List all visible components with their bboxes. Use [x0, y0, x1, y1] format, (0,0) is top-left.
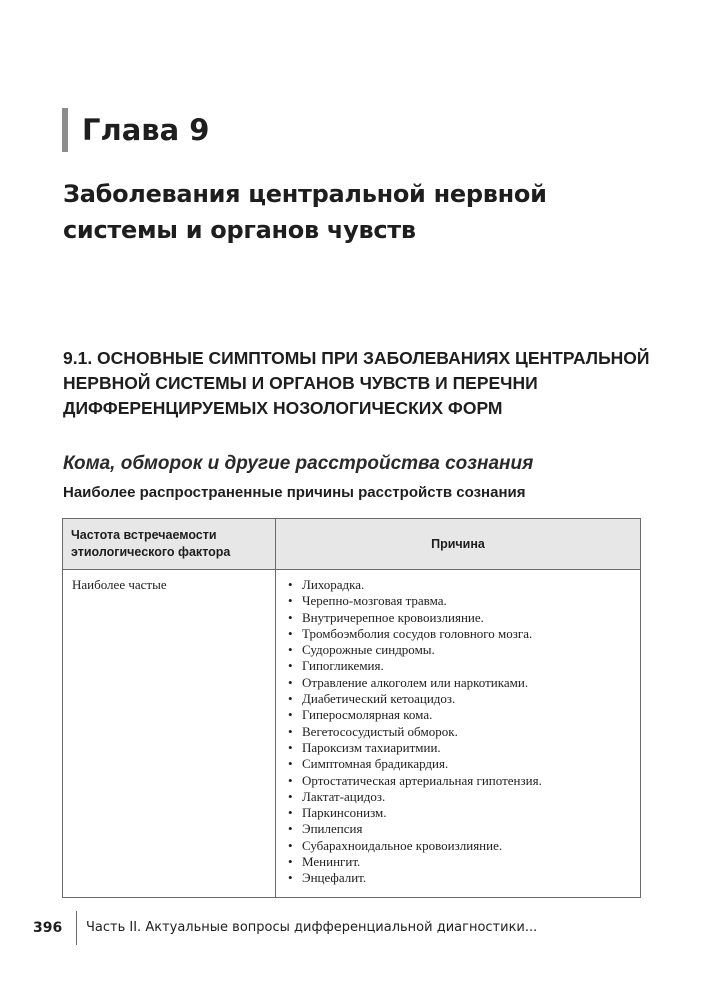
section-title: 9.1. ОСНОВНЫЕ СИМПТОМЫ ПРИ ЗАБОЛЕВАНИЯХ ЦЕНТРАЛЬНОЙ НЕРВНОЙ СИСТЕМЫ И ОРГАНОВ ЧУВСТВ И ПЕРЕЧНИ ДИФФЕРЕНЦИРУЕМЫХ НОЗОЛОГИЧЕСКИХ ФОРМ: [63, 348, 650, 418]
cause-list: [288, 577, 640, 887]
cause-list-item: • Субарахноидальное кровоизлияние.: [288, 838, 640, 854]
cause-cell: [276, 570, 641, 898]
table-header-row: [63, 519, 641, 570]
footer-divider: [76, 911, 77, 945]
cause-list-item: • Диабетический кетоацидоз.: [288, 691, 640, 707]
column-header-frequency-label: Частота встречаемости этиологического фактора: [71, 528, 231, 559]
cause-list-item: • Судорожные синдромы.: [288, 642, 640, 658]
cause-list-item: • Менингит.: [288, 854, 640, 870]
causes-table: [62, 518, 641, 898]
page-number: 396: [33, 920, 63, 936]
cause-list-item: • Энцефалит.: [288, 870, 640, 886]
cause-list-item: • Пароксизм тахиаритмии.: [288, 740, 640, 756]
table-row: [63, 570, 641, 898]
running-title: Часть II. Актуальные вопросы дифференциальной диагностики...: [86, 920, 538, 935]
cause-list-item: • Вегетососудистый обморок.: [288, 724, 640, 740]
frequency-cell: Наиболее частые: [63, 570, 276, 898]
cause-list-item: • Лихорадка.: [288, 577, 640, 593]
cause-list-item: • Ортостатическая артериальная гипотензия.: [288, 773, 640, 789]
table-caption: Наиболее распространенные причины расстройств сознания: [63, 484, 526, 501]
cause-list-item: • Гиперосмолярная кома.: [288, 707, 640, 723]
cause-list-item: • Отравление алкоголем или наркотиками.: [288, 675, 640, 691]
chapter-accent-bar: [62, 108, 68, 152]
column-header-cause: Причина: [276, 519, 641, 570]
chapter-title: Заболевания центральной нервной системы и органов чувств: [63, 180, 547, 244]
cause-list-item: • Тромбоэмболия сосудов головного мозга.: [288, 626, 640, 642]
subsection-title: Кома, обморок и другие расстройства сознания: [63, 453, 534, 474]
chapter-label: Глава 9: [82, 113, 210, 147]
cause-list-item: • Черепно-мозговая травма.: [288, 593, 640, 609]
cause-list-item: • Внутричерепное кровоизлияние.: [288, 610, 640, 626]
cause-list-item: • Лактат-ацидоз.: [288, 789, 640, 805]
column-header-frequency: [63, 519, 276, 570]
cause-list-item: • Симптомная брадикардия.: [288, 756, 640, 772]
cause-list-item: • Гипогликемия.: [288, 658, 640, 674]
cause-list-item: • Паркинсонизм.: [288, 805, 640, 821]
cause-list-item: • Эпилепсия: [288, 821, 640, 837]
